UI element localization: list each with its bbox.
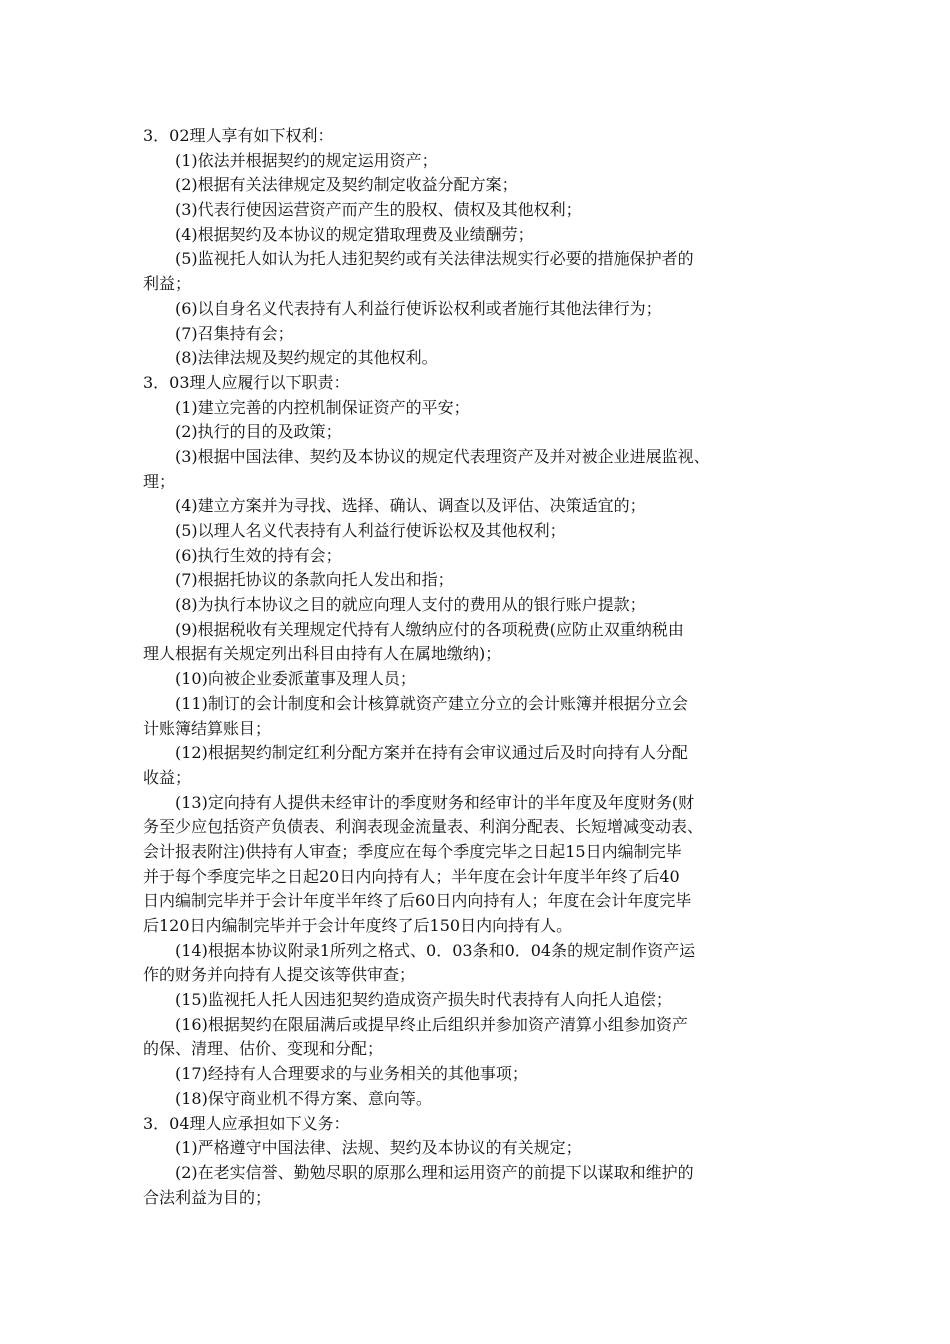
text-line: 作的财务并向持有人提交该等供审查； (143, 965, 416, 985)
text-line: 计账簿结算账目； (143, 718, 272, 738)
text-line: (15)监视托人托人因违犯契约造成资产损失时代表持有人向托人追偿； (175, 990, 672, 1010)
text-line: (1)严格遵守中国法律、法规、契约及本协议的有关规定； (175, 1138, 582, 1158)
text-line: (5)监视托人如认为托人违犯契约或有关法律法规实行必要的措施保护者的 (175, 249, 694, 269)
text-line: 务至少应包括资产负债表、利润表现金流量表、利润分配表、长短增减变动表、 (143, 817, 704, 837)
text-line: 会计报表附注)供持有人审查；季度应在每个季度完毕之日起15日内编制完毕 (143, 841, 682, 861)
text-line: (2)根据有关法律规定及契约制定收益分配方案； (175, 175, 518, 195)
text-line: 的保、清理、估价、变现和分配； (143, 1039, 384, 1059)
text-line: (4)根据契约及本协议的规定猎取理费及业绩酬劳； (175, 224, 534, 244)
text-line: 利益； (143, 274, 192, 294)
text-line: 3．03理人应履行以下职责： (143, 372, 350, 392)
text-line: 合法利益为目的； (143, 1187, 272, 1207)
text-line: (17)经持有人合理要求的与业务相关的其他事项； (175, 1064, 528, 1084)
text-line: 日内编制完毕并于会计年度半年终了后60日内向持有人；年度在会计年度完毕 (143, 891, 692, 911)
text-line: (16)根据契约在限届满后或提早终止后组织并参加资产清算小组参加资产 (175, 1014, 688, 1034)
text-line: (3)代表行使因运营资产而产生的股权、债权及其他权利； (175, 200, 582, 220)
text-line: (3)根据中国法律、契约及本协议的规定代表理资产及并对被企业进展监视、 (175, 446, 710, 466)
text-line: (2)执行的目的及政策； (175, 422, 342, 442)
text-line: (7)根据托协议的条款向托人发出和指； (175, 570, 454, 590)
text-line: 3．04理人应承担如下义务： (143, 1113, 350, 1133)
text-line: 理人根据有关规定列出科目由持有人在属地缴纳)； (143, 644, 502, 664)
text-line: (1)依法并根据契约的规定运用资产； (175, 150, 438, 170)
document-body (143, 124, 813, 1210)
text-line: (7)召集持有会； (175, 323, 294, 343)
text-line: (12)根据契约制定红利分配方案并在持有会审议通过后及时向持有人分配 (175, 743, 688, 763)
text-line: (8)为执行本协议之目的就应向理人支付的费用从的银行账户提款； (175, 595, 646, 615)
text-line: (6)以自身名义代表持有人利益行使诉讼权利或者施行其他法律行为； (175, 298, 662, 318)
text-line: 收益； (143, 767, 192, 787)
text-line: (5)以理人名义代表持有人利益行使诉讼权及其他权利； (175, 521, 566, 540)
text-line: (13)定向持有人提供未经审计的季度财务和经审计的半年度及年度财务(财 (175, 792, 695, 812)
text-line: (2)在老实信誉、勤勉尽职的原那么理和运用资产的前提下以谋取和维护的 (175, 1162, 694, 1182)
text-line: (10)向被企业委派董事及理人员； (175, 669, 416, 689)
text-line: 理； (143, 471, 176, 491)
text-line: 并于每个季度完毕之日起20日内向持有人；半年度在会计年度半年终了后40 (143, 866, 680, 886)
text-line: (4)建立方案并为寻找、选择、确认、调查以及评估、决策适宜的； (175, 496, 646, 516)
text-line: 3．02理人享有如下权利： (143, 126, 334, 145)
text-line: (11)制订的会计制度和会计核算就资产建立分立的会计账簿并根据分立会 (175, 693, 688, 713)
text-line: (14)根据本协议附录1所列之格式、0．03条和0．04条的规定制作资产运 (175, 940, 696, 960)
text-line: (18)保守商业机不得方案、意向等。 (175, 1088, 432, 1108)
text-line: (1)建立完善的内控机制保证资产的平安； (175, 397, 470, 417)
text-line: (6)执行生效的持有会； (175, 545, 342, 565)
text-line: (8)法律法规及契约规定的其他权利。 (175, 348, 438, 368)
text-line: (9)根据税收有关理规定代持有人缴纳应付的各项税费(应防止双重纳税由 (175, 619, 684, 639)
text-line: 后120日内编制完毕并于会计年度终了后150日内向持有人。 (143, 916, 573, 935)
